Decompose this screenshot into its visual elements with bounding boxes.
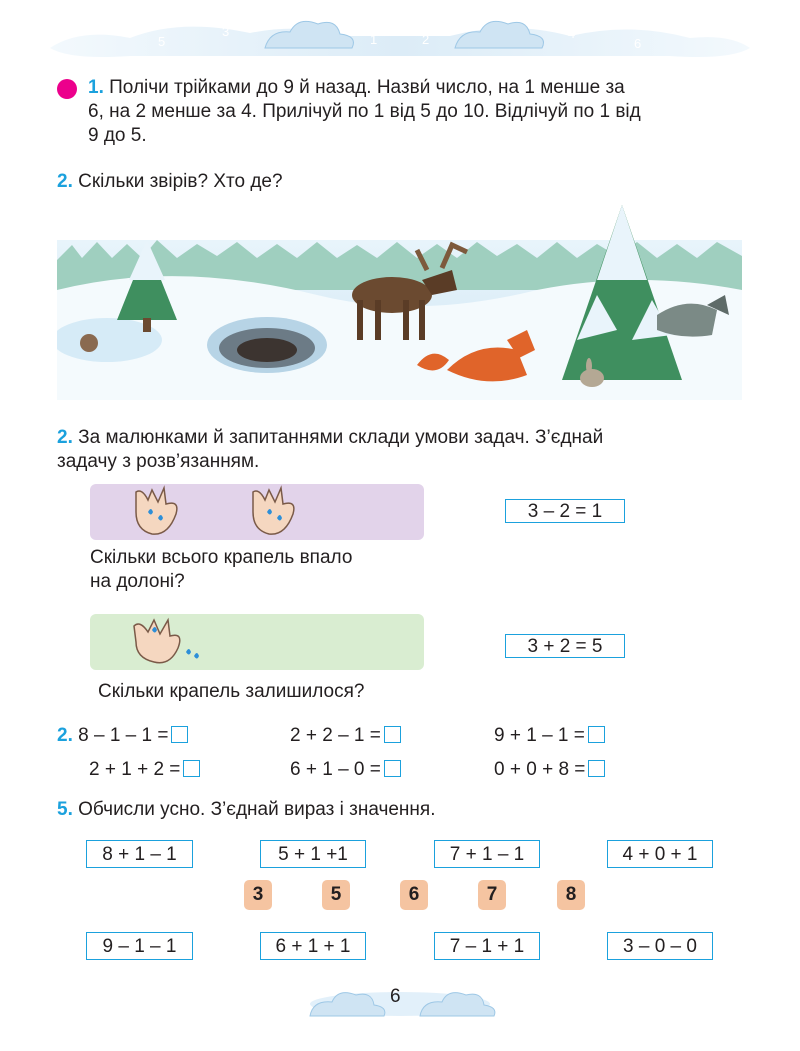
answer-square[interactable] — [183, 760, 200, 777]
winter-forest-illustration — [57, 200, 742, 400]
task2a-text: Скільки звірів? Хто де? — [78, 171, 283, 192]
task2c-row1-col3 — [494, 724, 605, 747]
header-number: 8 — [690, 24, 698, 39]
header-number: 0 — [396, 16, 404, 31]
page-number: 6 — [390, 986, 401, 1007]
expression-box[interactable]: 8 + 1 – 1 — [86, 840, 193, 868]
task2b-number: 2. — [57, 427, 73, 448]
expression: 2 + 2 – 1 = — [290, 725, 381, 746]
answer-square[interactable] — [384, 760, 401, 777]
expression: 9 + 1 – 1 = — [494, 725, 585, 746]
task2c-row2-col1 — [89, 758, 200, 781]
expression-box[interactable]: 5 + 1 +1 — [260, 840, 366, 868]
task2a-heading — [57, 170, 283, 193]
header-number: 6 — [634, 36, 642, 51]
answer-tile[interactable]: 8 — [557, 880, 585, 910]
task1-line1 — [88, 76, 748, 99]
task2c-row1-col1 — [57, 724, 188, 747]
task5-text: Обчисли усно. З’єднай вираз і значення. — [78, 799, 436, 820]
solution-box-1[interactable]: 3 – 2 = 1 — [505, 499, 625, 523]
task2a-number: 2. — [57, 171, 73, 192]
answer-tile[interactable]: 3 — [244, 880, 272, 910]
hands-drops-icon — [245, 482, 303, 538]
task1-text: Полічи трійками до 9 й назад. Назви́ число, на 1 менше за — [109, 77, 625, 98]
expression-box[interactable]: 9 – 1 – 1 — [86, 932, 193, 960]
expression: 0 + 0 + 8 = — [494, 759, 586, 780]
task1-number: 1. — [88, 77, 104, 98]
answer-square[interactable] — [588, 726, 605, 743]
header-number: 7 — [106, 22, 114, 37]
answer-tile[interactable]: 6 — [400, 880, 428, 910]
expression-box[interactable]: 4 + 0 + 1 — [607, 840, 713, 868]
header-number: 3 — [222, 24, 230, 39]
answer-tile[interactable]: 7 — [478, 880, 506, 910]
task1-line3: 9 до 5. — [88, 125, 147, 146]
answer-tile[interactable]: 5 — [322, 880, 350, 910]
header-number: 2 — [422, 32, 430, 47]
expression: 8 – 1 – 1 = — [78, 725, 169, 746]
task2b-line2: задачу з розв’язанням. — [57, 451, 260, 472]
task5-number: 5. — [57, 799, 73, 820]
hand-drops-icon — [128, 612, 208, 668]
problem1-question-line2: на долоні? — [90, 571, 185, 592]
task-bullet-icon — [57, 79, 77, 99]
solution-box-2[interactable]: 3 + 2 = 5 — [505, 634, 625, 658]
answer-square[interactable] — [171, 726, 188, 743]
header-number: 4 — [568, 26, 576, 41]
task2c-row2-col2 — [290, 758, 401, 781]
expression-box[interactable]: 3 – 0 – 0 — [607, 932, 713, 960]
task2c-number: 2. — [57, 725, 73, 746]
header-number: 1 — [370, 32, 378, 47]
expression: 6 + 1 – 0 = — [290, 759, 381, 780]
task2b-text: За малюнками й запитаннями склади умови задач. З’єднай — [78, 427, 604, 448]
answer-square[interactable] — [588, 760, 605, 777]
answer-square[interactable] — [384, 726, 401, 743]
task2b-line1 — [57, 426, 603, 449]
expression-box[interactable]: 6 + 1 + 1 — [260, 932, 366, 960]
hands-drops-icon — [128, 482, 186, 538]
task2c-row2-col3 — [494, 758, 605, 781]
task2c-row1-col2 — [290, 724, 401, 747]
problem1-question-line1: Скільки всього крапель впало — [90, 547, 353, 568]
header-number: 5 — [158, 34, 166, 49]
expression-box[interactable]: 7 + 1 – 1 — [434, 840, 540, 868]
expression: 2 + 1 + 2 = — [89, 759, 181, 780]
task1-line2: 6, на 2 менше за 4. Прилічуй по 1 від 5 до 10. Відлічуй по 1 від — [88, 101, 641, 122]
problem2-question: Скільки крапель залишилося? — [98, 681, 365, 702]
expression-box[interactable]: 7 – 1 + 1 — [434, 932, 540, 960]
task5-heading — [57, 798, 436, 821]
